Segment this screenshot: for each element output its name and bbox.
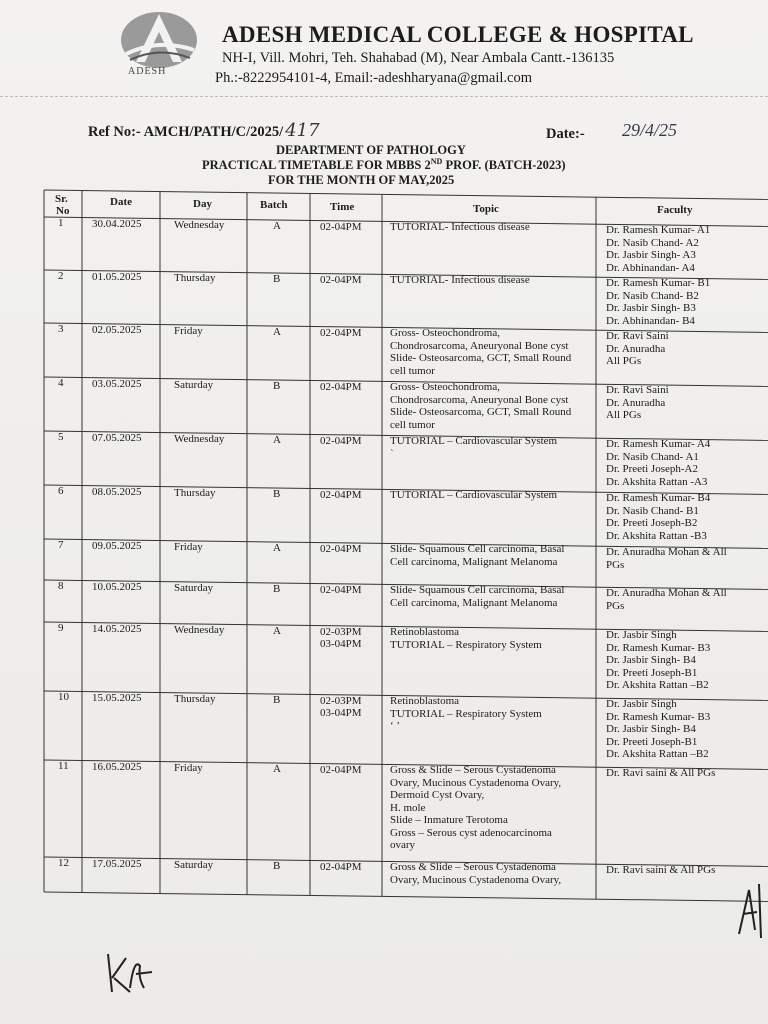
cell-sr: 4 [58,377,64,390]
cell-faculty-line: Dr. Ramesh Kumar- B1 [606,277,711,290]
date-handwritten: 29/4/25 [622,120,678,140]
cell-topic-line: TUTORIAL – Cardiovascular System [390,489,558,502]
cell-day: Wednesday [174,623,225,636]
row-divider [44,190,768,199]
cell-date: 17.05.2025 [92,857,142,870]
cell-time-line: 02-04PM [320,326,362,339]
cell-faculty-line: Dr. Abhinandan- A4 [606,261,695,274]
cell-topic-line: Ovary, Mucinous Cystadenoma Ovary, [390,873,562,886]
cell-faculty-line: PGs [606,599,625,612]
cell-topic-line: Gross & Slide – Serous Cystadenoma [390,861,556,874]
column-header-date: Date [110,196,132,208]
cell-batch: A [273,541,281,554]
department-title: DEPARTMENT OF PATHOLOGY [276,143,466,157]
cell-faculty-line: Dr. Ravi Saini [606,330,669,343]
row-divider [44,892,768,901]
cell-faculty-line: Dr. Jasbir Singh [606,629,677,642]
cell-topic-line: Gross- Osteochondroma, [390,381,500,394]
college-contact: Ph.:-8222954101-4, Email:-adeshharyana@gmail.com [215,70,532,86]
cell-faculty-line: Dr. Preeti Joseph-B1 [606,735,698,748]
cell-topic-line: ` [390,447,394,460]
cell-topic-line: ovary [390,839,416,852]
cell-time-line: 02-04PM [320,860,362,873]
cell-faculty-line: Dr. Anuradha Mohan & All [606,587,727,600]
cell-sr: 8 [58,580,64,593]
month-title: FOR THE MONTH OF MAY,2025 [268,173,455,187]
cell-batch: A [273,762,281,775]
cell-batch: A [273,433,281,446]
column-header-day: Day [193,198,212,210]
cell-batch: B [273,272,281,285]
cell-sr: 5 [58,431,64,444]
cell-faculty-line: PGs [606,558,625,571]
cell-faculty-line: All PGs [606,409,642,422]
cell-topic-line: ‘ ’ [390,720,401,733]
cell-topic-line: Gross- Osteochondroma, [390,327,500,340]
cell-faculty-line: Dr. Anuradha [606,396,666,409]
cell-date: 03.05.2025 [92,377,142,390]
cell-faculty-line: Dr. Ravi saini & All PGs [606,864,716,877]
cell-faculty-line: Dr. Preeti Joseph-B1 [606,666,698,679]
cell-faculty-line: Dr. Nasib Chand- B2 [606,289,699,302]
cell-date: 08.05.2025 [92,485,142,498]
cell-day: Friday [174,324,203,337]
cell-topic-line: Retinoblastoma [390,695,460,708]
cell-topic-line: Dermoid Cyst Ovary, [390,789,485,802]
cell-time-line: 03-04PM [320,638,362,651]
cell-batch: B [273,693,281,706]
cell-topic-line: Ovary, Mucinous Cystadenoma Ovary, [390,776,562,789]
cell-topic-line: Slide- Squamous Cell carcinoma, Basal [390,543,565,556]
cell-topic-line: Retinoblastoma [390,626,460,639]
cell-faculty-line: Dr. Nasib Chand- A1 [606,450,699,463]
cell-topic-line: cell tumor [390,418,435,431]
cell-faculty-line: Dr. Akshita Rattan –B2 [606,679,709,692]
cell-date: 14.05.2025 [92,622,142,635]
cell-faculty-line: Dr. Anuradha [606,342,666,355]
cell-faculty-line: Dr. Akshita Rattan -A3 [606,475,708,488]
cell-topic-line: Gross & Slide – Serous Cystadenoma [390,764,556,777]
column-header-time: Time [330,201,355,213]
cell-day: Saturday [174,581,214,594]
cell-day: Friday [174,540,203,553]
cell-day: Wednesday [174,432,225,445]
cell-topic-line: H. mole [390,801,426,814]
cell-time-line: 02-04PM [320,273,362,286]
cell-date: 09.05.2025 [92,539,142,552]
cell-date: 02.05.2025 [92,323,142,336]
column-header-topic: Topic [473,203,499,215]
cell-time-line: 03-04PM [320,707,362,720]
cell-sr: 10 [58,691,69,704]
column-header-faculty: Faculty [657,204,693,216]
cell-date: 15.05.2025 [92,691,142,704]
cell-batch: B [273,582,281,595]
cell-faculty-line: Dr. Jasbir Singh- B4 [606,654,696,667]
cell-topic-line: Chondrosarcoma, Aneuryonal Bone cyst [390,339,569,352]
cell-batch: A [273,624,281,637]
cell-sr: 3 [58,323,64,336]
cell-batch: B [273,859,281,872]
signature-margin [735,880,768,940]
cell-topic-line: TUTORIAL – Respiratory System [390,638,542,651]
cell-day: Wednesday [174,218,225,231]
date-label: Date:- [546,126,585,142]
cell-date: 16.05.2025 [92,760,142,773]
cell-day: Thursday [174,486,216,499]
cell-batch: B [273,487,281,500]
cell-topic-line: TUTORIAL- Infectious disease [390,221,530,234]
cell-faculty-line: Dr. Ramesh Kumar- A1 [606,224,711,237]
column-header-no: No [56,205,70,217]
cell-batch: A [273,325,281,338]
cell-faculty-line: Dr. Akshita Rattan -B3 [606,529,707,542]
timetable-title-b: PROF. (BATCH-2023) [442,158,566,173]
reference-handwritten: 417 [285,120,320,141]
cell-topic-line: Cell carcinoma, Malignant Melanoma [390,596,558,609]
cell-topic-line: cell tumor [390,364,435,377]
cell-faculty-line: Dr. Jasbir Singh- B3 [606,302,696,315]
cell-date: 07.05.2025 [92,431,142,444]
cell-topic-line: Slide – Inmature Terotoma [390,814,508,827]
cell-time-line: 02-04PM [320,220,362,233]
timetable-title-sup: ND [430,157,443,166]
cell-sr: 1 [58,217,64,230]
cell-topic-line: Slide- Osteosarcoma, GCT, Small Round [390,406,572,419]
logo-wordmark: ADESH [128,66,167,77]
cell-batch: A [273,219,281,232]
cell-date: 01.05.2025 [92,270,142,283]
cell-faculty-line: Dr. Jasbir Singh- B4 [606,723,696,736]
cell-topic-line: TUTORIAL – Respiratory System [390,707,542,720]
cell-time-line: 02-03PM [320,625,362,638]
cell-time-line: 02-04PM [320,434,362,447]
cell-day: Thursday [174,271,216,284]
cell-sr: 2 [58,270,64,283]
cell-day: Saturday [174,858,214,871]
cell-sr: 12 [58,857,69,870]
reference-label: Ref No:- AMCH/PATH/C/2025/ [88,124,284,140]
column-header-sr: Sr. [55,193,68,205]
cell-day: Friday [174,761,203,774]
cell-topic-line: Slide- Squamous Cell carcinoma, Basal [390,584,565,597]
cell-faculty-line: Dr. Ramesh Kumar- B3 [606,710,711,723]
cell-faculty-line: Dr. Jasbir Singh- A3 [606,249,696,262]
cell-date: 10.05.2025 [92,580,142,593]
timetable-title-a: PRACTICAL TIMETABLE FOR MBBS 2 [202,158,431,173]
cell-faculty-line: Dr. Preeti Joseph-A2 [606,463,698,476]
signature [100,948,160,998]
cell-faculty-line: Dr. Ravi Saini [606,384,669,397]
cell-faculty-line: Dr. Abhinandan- B4 [606,314,695,327]
cell-faculty-line: All PGs [606,355,642,368]
cell-faculty-line: Dr. Ramesh Kumar- B3 [606,641,711,654]
cell-faculty-line: Dr. Nasib Chand- B1 [606,504,699,517]
college-name: ADESH MEDICAL COLLEGE & HOSPITAL [222,22,694,47]
cell-topic-line: Cell carcinoma, Malignant Melanoma [390,555,558,568]
cell-faculty-line: Dr. Ramesh Kumar- A4 [606,438,711,451]
column-header-batch: Batch [260,199,288,211]
cell-topic-line: TUTORIAL – Cardiovascular System [390,435,558,448]
cell-faculty-line: Dr. Akshita Rattan –B2 [606,748,709,761]
cell-faculty-line: Dr. Anuradha Mohan & All [606,546,727,559]
cell-time-line: 02-04PM [320,583,362,596]
cell-batch: B [273,379,281,392]
cell-sr: 6 [58,485,64,498]
cell-time-line: 02-03PM [320,694,362,707]
cell-topic-line: Gross – Serous cyst adenocarcinoma [390,826,552,839]
cell-sr: 7 [58,539,64,552]
cell-faculty-line: Dr. Ramesh Kumar- B4 [606,492,711,505]
cell-faculty-line: Dr. Ravi saini & All PGs [606,767,716,780]
cell-sr: 11 [58,760,69,773]
cell-date: 30.04.2025 [92,217,142,230]
cell-time-line: 02-04PM [320,763,362,776]
cell-sr: 9 [58,622,64,635]
cell-faculty-line: Dr. Preeti Joseph-B2 [606,517,698,530]
cell-time-line: 02-04PM [320,380,362,393]
cell-faculty-line: Dr. Nasib Chand- A2 [606,236,699,249]
cell-time-line: 02-04PM [320,542,362,555]
cell-day: Saturday [174,378,214,391]
college-address: NH-I, Vill. Mohri, Teh. Shahabad (M), Near Ambala Cantt.-136135 [222,50,615,66]
cell-topic-line: TUTORIAL- Infectious disease [390,274,530,287]
cell-faculty-line: Dr. Jasbir Singh [606,698,677,711]
cell-time-line: 02-04PM [320,488,362,501]
cell-topic-line: Chondrosarcoma, Aneuryonal Bone cyst [390,393,569,406]
cell-topic-line: Slide- Osteosarcoma, GCT, Small Round [390,352,572,365]
cell-day: Thursday [174,692,216,705]
